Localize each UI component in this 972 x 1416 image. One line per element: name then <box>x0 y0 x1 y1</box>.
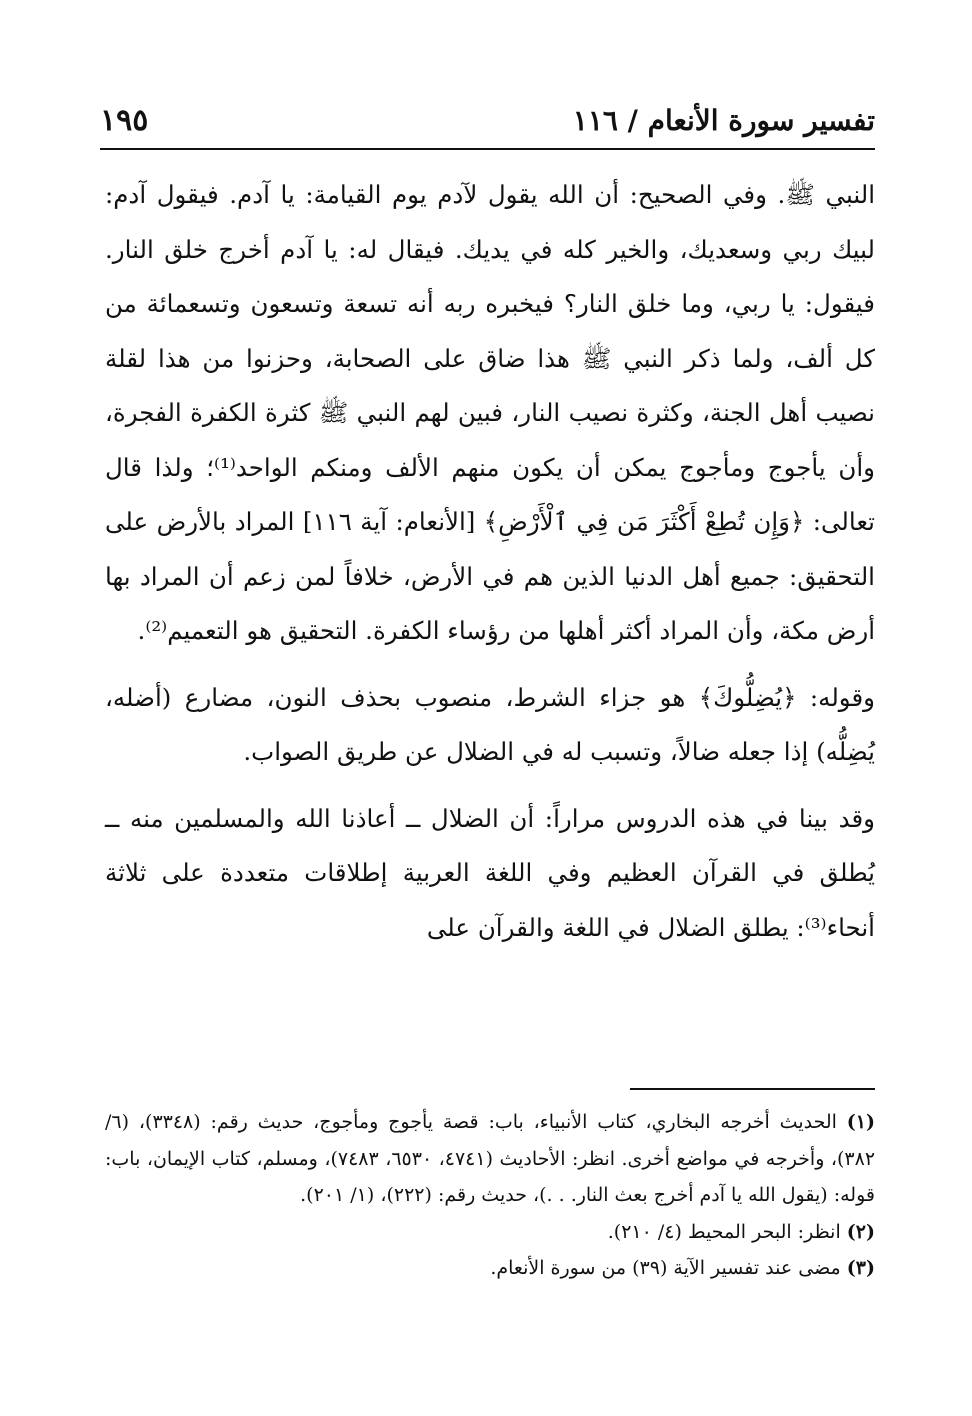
main-text <box>105 168 875 955</box>
footnote-number: (١) <box>846 1111 875 1133</box>
footnote-2 <box>105 1214 875 1251</box>
paragraph-1: النبي ﷺ. وفي الصحيح: أن الله يقول لآدم يوم القيامة: يا آدم. فيقول آدم: لبيك ربي وسعديك، والخير كله في يديك. فيقال له: يا آدم أخرج خلق النار. فيقول: يا ربي، وما خلق النار؟ فيخبره ربه أنه تسعة وتسعون وتسعمائة من كل ألف، ولما ذكر النبي ﷺ هذا ضاق على الصحابة، وحزنوا من هذا لقلة نصيب أهل الجنة، وكثرة نصيب النار، فبين لهم النبي ﷺ كثرة الكفرة الفجرة، وأن يأجوج ومأجوج يمكن أن يكون منهم الألف ومنكم الواحد⁽¹⁾؛ ولذا قال تعالى: ﴿وَإِن تُطِعْ أَكْثَرَ مَن فِي ٱلْأَرْضِ﴾ [الأنعام: آية ١١٦] المراد بالأرض على التحقيق: جميع أهل الدنيا الذين هم في الأرض، خلافاً لمن زعم أن المراد بها أرض مكة، وأن المراد أكثر أهلها من رؤساء الكفرة. التحقيق هو التعميم⁽²⁾. <box>105 180 875 645</box>
footnotes <box>105 1104 875 1287</box>
footnote-text: انظر: البحر المحيط (٤/ ٢١٠). <box>607 1220 841 1243</box>
paragraph-3: وقد بينا في هذه الدروس مراراً: أن الضلال ــ أعاذنا الله والمسلمين منه ــ يُطلق في القرآن العظيم وفي اللغة العربية إطلاقات متعددة على ثلاثة أنحاء⁽³⁾: يطلق الضلال في اللغة والقرآن على <box>105 803 875 942</box>
paragraph-2: وقوله: ﴿يُضِلُّوكَ﴾ هو جزاء الشرط، منصوب بحذف النون، مضارع (أضله، يُضِلُّه) إذا جعله ضالاً، وتسبب له في الضلال عن طريق الصواب. <box>105 682 875 766</box>
footnote-text: مضى عند تفسير الآية (٣٩) من سورة الأنعام. <box>490 1257 841 1279</box>
footnote-text: الحديث أخرجه البخاري، كتاب الأنبياء، باب: قصة يأجوج ومأجوج، حديث رقم: (٣٣٤٨)، (٦/ ٣٨٢)، وأخرجه في مواضع أخرى. انظر: الأحاديث (٤٧٤١، ٦٥٣٠، ٧٤٨٣)، ومسلم، كتاب الإيمان، باب: قوله: (يقول الله يا آدم أخرج بعث النار. . .)، حديث رقم: (٢٢٢)، (١/ ٢٠١). <box>105 1111 876 1206</box>
page-number: ١٩٥ <box>100 103 149 138</box>
footnote-3 <box>105 1250 875 1287</box>
footnote-separator <box>630 1088 875 1090</box>
running-title: تفسير سورة الأنعام / ١١٦ <box>572 104 875 137</box>
page-header <box>100 98 875 150</box>
footnote-number: (٣) <box>846 1257 875 1279</box>
footnote-1 <box>105 1104 875 1214</box>
footnote-number: (٢) <box>846 1220 875 1243</box>
